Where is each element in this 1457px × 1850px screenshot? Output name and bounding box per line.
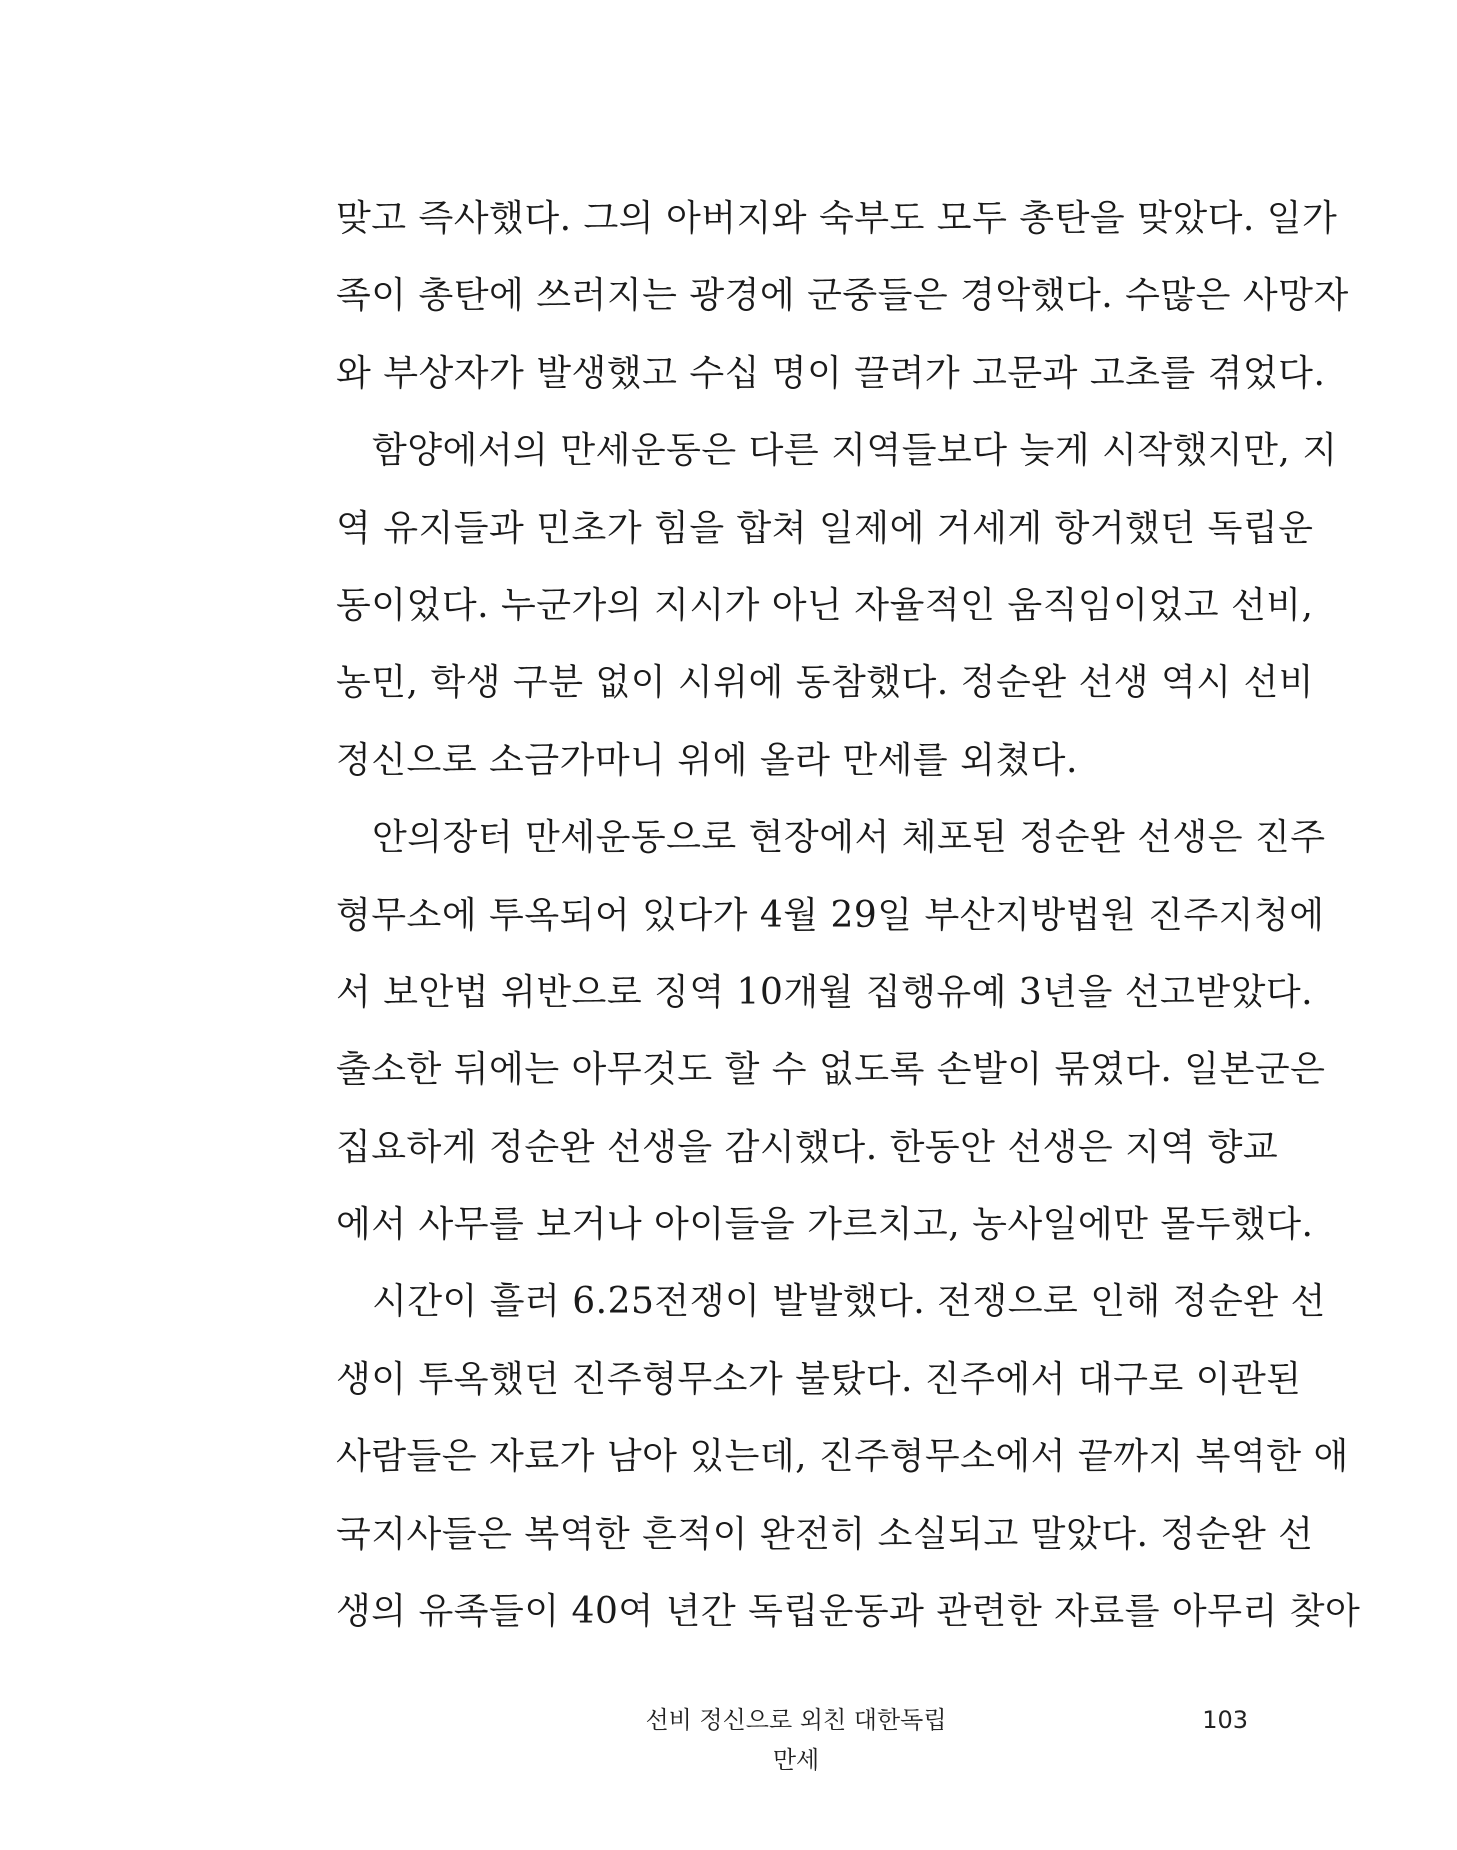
body-text	[336, 180, 1361, 1650]
text-line: 형무소에 투옥되어 있다가 4월 29일 부산지방법원 진주지청에	[336, 894, 1325, 936]
running-title: 선비 정신으로 외친 대한독립만세	[645, 1706, 947, 1774]
text-line: 역 유지들과 민초가 힘을 합쳐 일제에 거세게 항거했던 독립운	[336, 507, 1314, 549]
text-line: 사람들은 자료가 남아 있는데, 진주형무소에서 끝까지 복역한 애	[336, 1436, 1349, 1478]
page-number: 103	[1202, 1706, 1248, 1734]
text-line: 함양에서의 만세운동은 다른 지역들보다 늦게 시작했지만, 지	[372, 430, 1338, 472]
text-line: 와 부상자가 발생했고 수십 명이 끌려가 고문과 고초를 겪었다.	[336, 352, 1326, 394]
text-line: 출소한 뒤에는 아무것도 할 수 없도록 손발이 묶였다. 일본군은	[336, 1049, 1326, 1091]
text-line: 시간이 흘러 6.25전쟁이 발발했다. 전쟁으로 인해 정순완 선	[372, 1281, 1326, 1323]
text-line: 집요하게 정순완 선생을 감시했다. 한동안 선생은 지역 향교	[336, 1126, 1279, 1168]
text-line: 동이었다. 누군가의 지시가 아닌 자율적인 움직임이었고 선비,	[336, 584, 1314, 626]
text-line: 농민, 학생 구분 없이 시위에 동참했다. 정순완 선생 역시 선비	[336, 662, 1315, 704]
text-line: 국지사들은 복역한 흔적이 완전히 소실되고 말았다. 정순완 선	[336, 1513, 1314, 1555]
text-line: 생의 유족들이 40여 년간 독립운동과 관련한 자료를 아무리 찾아	[336, 1591, 1361, 1633]
text-line: 족이 총탄에 쓰러지는 광경에 군중들은 경악했다. 수많은 사망자	[336, 275, 1349, 317]
text-line: 안의장터 만세운동으로 현장에서 체포된 정순완 선생은 진주	[372, 817, 1326, 859]
text-line: 맞고 즉사했다. 그의 아버지와 숙부도 모두 총탄을 맞았다. 일가	[336, 198, 1338, 239]
text-line: 정신으로 소금가마니 위에 올라 만세를 외쳤다.	[336, 739, 1078, 781]
text-line: 생이 투옥했던 진주형무소가 불탔다. 진주에서 대구로 이관된	[336, 1358, 1302, 1400]
text-line: 서 보안법 위반으로 징역 10개월 집행유예 3년을 선고받았다.	[336, 971, 1314, 1013]
text-line: 에서 사무를 보거나 아이들을 가르치고, 농사일에만 몰두했다.	[336, 1204, 1314, 1246]
